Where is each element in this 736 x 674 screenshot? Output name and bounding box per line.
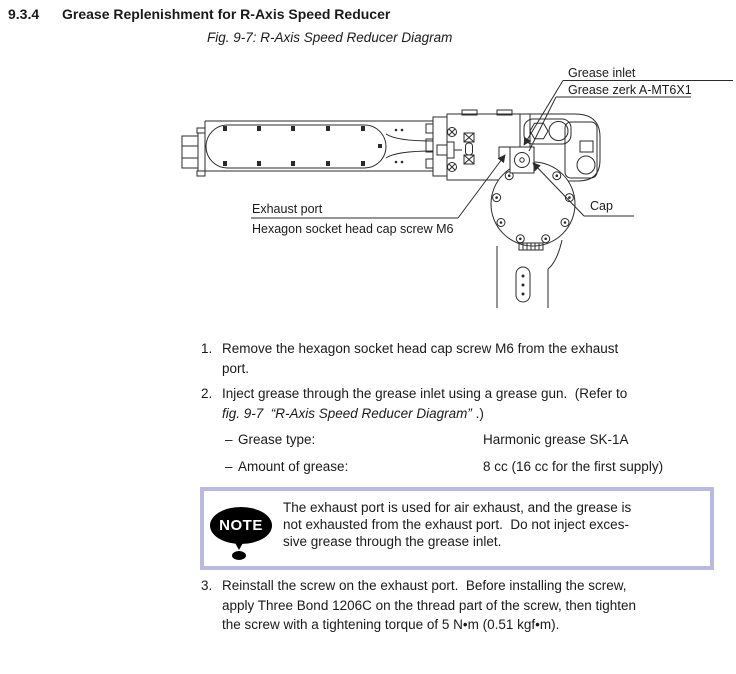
step-3-text [222, 576, 636, 635]
spec-2-dash: – [225, 459, 233, 474]
step-2-line-2-suffix: .) [471, 405, 484, 421]
label-grease-zerk: Grease zerk A-MT6X1 [568, 83, 692, 97]
note-line-3: sive grease through the grease inlet. [283, 534, 502, 549]
step-2-line-2 [222, 404, 627, 424]
figure-caption: Fig. 9-7: R-Axis Speed Reducer Diagram [207, 30, 453, 45]
label-hexagon-screw: Hexagon socket head cap screw M6 [252, 222, 454, 236]
step-2-number: 2. [201, 386, 213, 401]
step-3-number: 3. [201, 578, 213, 593]
note-icon [210, 507, 272, 544]
note-line-1: The exhaust port is used for air exhaust, and the grease is [283, 500, 632, 515]
section-number: 9.3.4 [8, 6, 40, 22]
step-1-line-1: Remove the hexagon socket head cap screw M6 from the exhaust [222, 341, 619, 356]
spec-2-label: Amount of grease: [238, 459, 349, 474]
step-2 [201, 384, 627, 423]
spec-1-value: Harmonic grease SK-1A [483, 432, 629, 447]
step-2-text [222, 384, 627, 423]
note-line-2: not exhausted from the exhaust port. Do not inject exces- [283, 517, 629, 532]
step-3-line-3: the screw with a tightening torque of 5 N•m (0.51 kgf•m). [222, 617, 560, 632]
step-1-line-2: port. [222, 360, 250, 376]
note-box [200, 487, 714, 570]
spec-1-dash: – [225, 432, 233, 447]
label-grease-inlet: Grease inlet [568, 66, 636, 80]
note-text [283, 499, 631, 550]
step-2-line-1: Inject grease through the grease inlet using a grease gun. (Refer to [222, 386, 628, 401]
label-cap: Cap [590, 199, 613, 213]
step-3-line-2: apply Three Bond 1206C on the thread part of the screw, then tighten [222, 597, 637, 613]
note-icon-tail [234, 541, 244, 550]
spec-1-label: Grease type: [238, 432, 316, 447]
spec-2-value: 8 cc (16 cc for the first supply) [483, 459, 664, 474]
label-exhaust-port: Exhaust port [252, 202, 323, 216]
section-title: Grease Replenishment for R-Axis Speed Reducer [62, 6, 391, 22]
step-1 [201, 339, 618, 378]
arm-drawing [205, 121, 433, 171]
step-1-text [222, 339, 618, 378]
tool-flange-drawing [182, 128, 205, 176]
speed-reducer-cover-drawing [491, 162, 575, 250]
step-1-number: 1. [201, 341, 213, 356]
grease-zerk-drawing [499, 147, 534, 173]
note-badge: NOTE [219, 517, 263, 534]
step-3-line-1: Reinstall the screw on the exhaust port. Before installing the screw, [222, 578, 627, 593]
step-2-figure-reference: fig. 9-7 “R-Axis Speed Reducer Diagram” [222, 405, 472, 421]
step-3 [201, 576, 636, 635]
note-icon-dot [232, 551, 246, 560]
